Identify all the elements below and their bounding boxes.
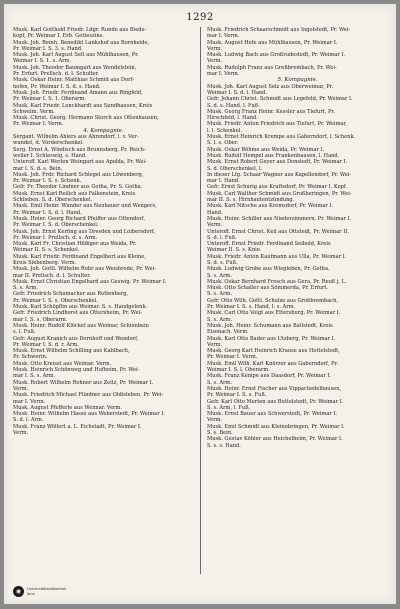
list-entry-line: Musk. August Hefe aus Mühlhausen, Pr. Weimar I. (207, 39, 338, 46)
list-entry-line: Pr. Weimar I. S. s. Hand, l. s. Arm. (207, 304, 296, 311)
list-entry-line: Weimar II. S. s. Schenkel. (13, 247, 80, 254)
list-entry-line: Musk. Karl Schöpflin aus Weimar. S. s. Handgelenk. (13, 304, 148, 311)
list-entry-line: s. l. Fuß. (13, 329, 36, 336)
list-entry-line: Musk. Ludwig Grube aus Wiegleben, Pr. Gotha. (207, 266, 330, 273)
list-entry-line: Musk. Heinrich Schönweg und Hofheim, Pr. Wei- (13, 367, 140, 374)
list-entry-line: Musk. Oskar Heinr. Matthias Schmid aus Dorf- (13, 77, 134, 84)
list-entry-line: Musk. Oskar Bernhard Frosch aus Gera, Pr. Reuß j. L. (207, 278, 347, 285)
list-entry-line: Musk. Joh. Gottl. Wilhelm Rohr aus Weisbrode, Pr. Wei- (13, 266, 156, 273)
list-entry-line: Verm. (207, 417, 223, 424)
list-entry-line: Serg. Ernst A. Windisch aus Brunnsberg, Pr. Reich- (13, 146, 146, 153)
list-entry-line: Musk. Ernst Bauer aus Schwerstedt, Pr. Weimar I. (207, 411, 338, 418)
list-entry-line: Musk. Gustav Köhler aus Heichelheim, Pr. Weimar I. (207, 436, 343, 443)
list-entry-line: Weimar I. S. d. l. Hand. (207, 89, 268, 96)
list-entry-line: Musk. Karl Fr. Christian Hildiger aus Weida, Pr. (13, 241, 137, 248)
list-entry-line: Weimar I. S. l. Oberarm. (207, 367, 270, 374)
list-entry-line: Musk. Karl Otto Bader aus Utzberg, Pr. Weimar I. (207, 335, 336, 342)
list-entry-line: Pr. Weimar I. Prellsch. d. s. Arm. (13, 234, 98, 241)
list-entry-line: wundet, d. Vorderschenkel. (13, 140, 84, 147)
section-heading: 4. Kompagnie. (83, 127, 124, 134)
list-entry-line: Weimar II. S. s. Knie. (207, 247, 262, 254)
list-entry-line: Musk. Joh. Karl August Selt aus Mühlhausen, Pr. (13, 52, 139, 59)
list-entry-line: Musk. Joh. Reinh. Benedikt Lankshof aus Bornheide, (13, 39, 150, 46)
list-entry-line: Musk. Carl Otto Voigt aus Ettersburg, Pr. Weimar I. (207, 310, 341, 317)
list-entry-line: S. s. Arm. (13, 285, 38, 292)
list-entry-line: Pr. Weimar I. S. 1. Oberarm. (13, 96, 87, 103)
list-entry-line: Musk. Heinr. Ernst Fischer aus Vippachedelhausen, (207, 385, 342, 392)
list-entry-line: Gefr. Friedrich Schumacher aus Rottenberg, (13, 291, 129, 298)
list-entry-line: Hand. (207, 209, 223, 216)
list-entry-line: Kreis Siebenberg. Verm. (13, 259, 77, 266)
list-entry-line: Pr. Weimar I. S. s. Oberschenkel. (13, 297, 98, 304)
list-entry-line: Pr. Weimar I. S. d. r. Arm. (13, 341, 79, 348)
list-entry-line: Musk. Heinr. Rudolf Klöckel aus Weimar, Schienbein (13, 322, 149, 329)
list-entry-line: Musk. Joh. Frdr. Richard Schlegel aus Löwenberg, (13, 171, 144, 178)
list-entry-line: Gefr. Ernst Schurig aus Kraftsdorf, Pr. Weimar I. Kopf. (207, 184, 348, 191)
list-entry-line: Musk. Emil Schmidt aus Kleinobringen, Pr. Weimar I. (207, 423, 345, 430)
list-entry-line: Schlieben. S. d. Oberschenkel. (13, 197, 93, 204)
list-entry-line: Musk. Friedr. Anton Friedrich aus Tiefurt, Pr. Weimar, (207, 121, 347, 128)
list-entry-line: Musk. Karl Gotthold Friedr. Ldgr. Runde aus Biede- (13, 27, 147, 33)
list-entry-line: mar I. Verm. (207, 71, 240, 78)
list-entry-line: In dieser Lfg. Schaar Wagner aus Kapellendorf, Pr. Wei- (207, 171, 352, 178)
list-entry-line: Pr. Weimar I. S. d. Oberschenkel. (13, 222, 99, 229)
document-page (4, 4, 396, 604)
list-entry-line: S. d. s. Fuß. (207, 259, 238, 266)
list-entry-line: Schwelm. Verm. (13, 108, 55, 115)
list-entry-line: mar II. Prellsch. d. l. Schulter. (13, 272, 91, 279)
list-entry-line: Musk. Heinr. Georg Richard Pfeiffer aus Ottendorf, (13, 215, 146, 222)
list-entry-line: Musk. Karl Friedr. Ferdinand Engelbert aus Kleine, (13, 253, 146, 260)
list-entry-line: mar I. S. d. s. Bein. (13, 165, 63, 172)
list-entry-line: Sergant. Wilhelm Ahlers aus Ahrendorf, l. v. Ver- (13, 134, 139, 141)
list-entry-line: Musk. Joh. Ernst Kerfing aus Dresden und Loibersdorf, (13, 228, 156, 235)
list-entry-line: Musk. Karl Friedr. Lenckhardt aus Sundhausen, Kreis (13, 102, 153, 109)
list-entry-line: Unteroff. Karl Werlen Weingart aus Apolda, Pr. Wei- (13, 159, 147, 166)
list-entry-line: Musk. Georg Karl Heinrich Krause aus Hottelstedt, (207, 348, 340, 355)
list-entry-line: S. l. s. Ober. (207, 140, 239, 147)
list-entry-line: hofen, Pr. Weimar I. S. d. s. Hand. (13, 83, 101, 90)
list-entry-line: Musk. August Pfefferle aus Weimar. Verm. (13, 404, 122, 411)
list-entry-line: Pr. Weimar I. Verm. (13, 121, 64, 128)
list-entry-line: Gefr. Otto Wilh. Gottl. Schulze aus Großbrembach, (207, 297, 339, 304)
list-entry-line: Musk. Karl Nitsche aus Kromsdorf, Pr. Weimar I. (207, 203, 334, 210)
list-entry-line: Musk. Ernst Christian Engelhard aus Geswig. Pr. Weimar I. (13, 278, 167, 285)
library-seal-icon: ◉ (13, 586, 24, 597)
list-entry-line: Musk. Emil Heinr. Wunder aus Neubauer und Wengers, (13, 203, 157, 210)
list-entry-line: mar I. S. s. Arm. (13, 373, 56, 380)
list-entry-line: l. l. Schenkel. (207, 127, 243, 134)
library-stamp (13, 586, 66, 597)
list-entry-line: S. d. l. Fuß. (207, 234, 237, 241)
list-entry-line: S. d. l. Arm. (13, 417, 44, 424)
list-entry-line: Musk. Ludwig Bach aus Großrudestedt, Pr. Weimar I. (207, 52, 346, 59)
list-entry-line: Musk. Georg Franz Heinr. Kessler aus Tiefurt, Pr. (207, 108, 335, 115)
list-entry-line: mar I. Verm. (13, 398, 46, 405)
section-heading: 5. Kompagnie. (277, 77, 318, 84)
list-entry-line: Musk. Joh. Karl August Selz aus Oberweimar, Pr. (207, 83, 334, 90)
list-entry-line: Gefr. Karl Otto Merten aus Buttelstedt, Pr. Weimar I. (207, 398, 344, 405)
list-entry-line: Musk. Rudolph Franz aus Großbrembach, Pr. Wei- (207, 64, 337, 71)
library-stamp-text (27, 587, 66, 595)
list-entry-line: Musk. Rudolf Hempel aus Frankenhausen, l. Hand. (207, 152, 340, 159)
list-entry-line: S. s. Arm. (207, 316, 232, 323)
list-entry-line: Verm. (13, 385, 29, 392)
list-entry-line: Hirschfeld, l. Hand. (207, 115, 258, 122)
list-entry-line: S. s. Arm. (207, 272, 232, 279)
list-entry-line: mar I. Hand. (207, 178, 240, 185)
right-column (207, 27, 388, 594)
list-entry-line: Pr. Weimar I. Verm. (207, 354, 258, 361)
list-entry-line: Musk. Ernst Robert Geyer aus Denstedt, Pr. Weimar I. (207, 159, 348, 166)
list-entry-line: S. s. Bein. (207, 430, 233, 436)
list-entry-line: S. d. s. Hand, l. Fuß. (207, 102, 260, 109)
stamp-line-1: Universitätsbibliothek (27, 587, 67, 592)
page-number: 1292 (186, 12, 214, 23)
list-entry-line: Gefr. Friedrich Lindhorst aus Ottersheim, Pr. Wei- (13, 310, 142, 317)
list-entry-line: Gefr. Johann Christ. Schmidt aus Legefeld, Pr. Weimar I. (207, 96, 353, 103)
list-entry-line: Gefr. Fr. Theodor Lindner aus Gotha, Pr. S. Gotha. (13, 184, 143, 191)
list-entry-line: Verm. (207, 341, 223, 348)
list-entry-line: Musk. Joh. Heinr. Schumann aus Ballstedt, Kreis (207, 322, 333, 329)
list-entry-line: Musk. Joh. Friedr. Ferdinand Amann aus Ringfeld, (13, 89, 143, 96)
list-entry-line: Verm. (13, 430, 29, 436)
list-entry-line: Musk. Friedrich Michael Flindner aus Oldisleben, Pr. Wei- (13, 392, 164, 399)
column-divider (200, 27, 201, 574)
list-entry-line: kopf, Pr. Weimar I. Erb. Gotteszins. (13, 33, 104, 40)
list-entry-line: Musk. Friedr. Anton Kaufmann aus Ulla, Pr. Weimar I. (207, 253, 347, 260)
list-entry-line: S. s. Arm. (207, 379, 232, 386)
list-entry-line: Musk. Robert Wilhelm Rohner aus Zeitz, Pr. Weimar I. (13, 379, 154, 386)
list-entry-line: Unteroff. Ernst Christ. Keil aus Ottstedt, Pr. Weimar II. (207, 228, 349, 235)
list-entry-line: weiler I. Schleswig, s. Hand. (13, 152, 87, 159)
list-entry-line: Verm. (207, 222, 223, 229)
list-entry-line: Musk. Friedrich Schaarschmidt aus Ingolstedt, Pr. Wei- (207, 27, 351, 33)
list-entry-line: S. d. Oberschenkel, l. (207, 165, 263, 172)
list-entry-line: Pr. Weimar I. S. s. Fuß. (207, 392, 267, 399)
stamp-line-2: Jena (27, 591, 35, 596)
list-entry-line: S. s. Arm. (207, 291, 232, 298)
list-entry-line: Musk. Heinr. Wilhelm Hasse aus Weberstedt, Pr. Weimar I. (13, 411, 165, 418)
list-entry-line: mar I. S. s. Oberarm. (13, 316, 68, 323)
list-entry-line: S. s. Arm, l. Fuß. (207, 404, 251, 411)
list-entry-line: Pr. Schwerin. (13, 354, 48, 361)
list-entry-line: Musk. Christ. Georg. Hermann Storch aus Ottenhausen, (13, 115, 159, 122)
list-entry-line: Verm. (207, 58, 223, 65)
list-entry-line: Eisenach. Verm. (207, 329, 249, 336)
list-entry-line: Weimar I. S. 1. s. Arm. (13, 58, 72, 65)
list-entry-line: Musk. Ernst Karl Reilich aus Falkenstein, Kreis (13, 190, 136, 197)
list-entry-line: S. s. s. Hand. (207, 442, 241, 449)
list-entry-line: Verm. (207, 45, 223, 52)
list-entry-line: Musk. Emil Wilh. Karl Knörzer aus Gaberndorf, Pr. (207, 360, 338, 367)
list-entry-line: Musk. Carl Walther Schmidt aus Großheringen, Pr. Wei- (207, 190, 352, 197)
list-entry-line: Gefr. August Kranich aus Dornhoff und Wendorf, (13, 335, 139, 342)
list-entry-line: Musk. Joh. Theodor Baumgart aus Wendelstein, (13, 64, 137, 71)
list-entry-line: mar I. Verm. (207, 33, 240, 40)
list-entry-line: Musk. Otto Schaller aus Sömmerda, Pr. Erfurt. (207, 285, 329, 292)
list-entry-line: Pr. Weimar I. S. s. Schenk. (13, 178, 82, 185)
list-entry-line: Pr. Erfurt. Prellsch. d. l. Schulter. (13, 71, 100, 78)
list-entry-line: Musk. Ernst Heinrich Krempe aus Gaberndorf, l. Schenk. (207, 134, 356, 141)
list-entry-line: Unteroff. Ernst Friedr. Ferdinand Seibold, Kreis (207, 241, 331, 248)
left-column (13, 27, 194, 594)
list-entry-line: Musk. Franz Kempe aus Daasdorf, Pr. Weimar I. (207, 373, 332, 380)
list-entry-line: Musk. Otto Kreisel aus Weimar. Verm. (13, 360, 112, 367)
list-entry-line: Pr. Weimar I. S. d. l. Hand. (13, 209, 82, 216)
list-entry-line: Musk. Heinr. Schiller aus Niederzimmern, Pr. Weimar I. (207, 215, 352, 222)
list-entry-line: mar II. S. s. Hirnhautentzündung. (207, 197, 295, 204)
list-entry-line: Pr. Weimar I. S. 3. s. Hand. (13, 45, 83, 52)
list-entry-line: Musk. Ernst Wilhelm Schilling aus Kahlbach, (13, 348, 130, 355)
list-entry-line: Musk. Oskar Böhme aus Weida, Pr. Weimar I. (207, 146, 325, 153)
list-entry-line: Musk. Franz Wöllert a. L. Eichstadt, Pr. Weimar I. (13, 423, 142, 430)
